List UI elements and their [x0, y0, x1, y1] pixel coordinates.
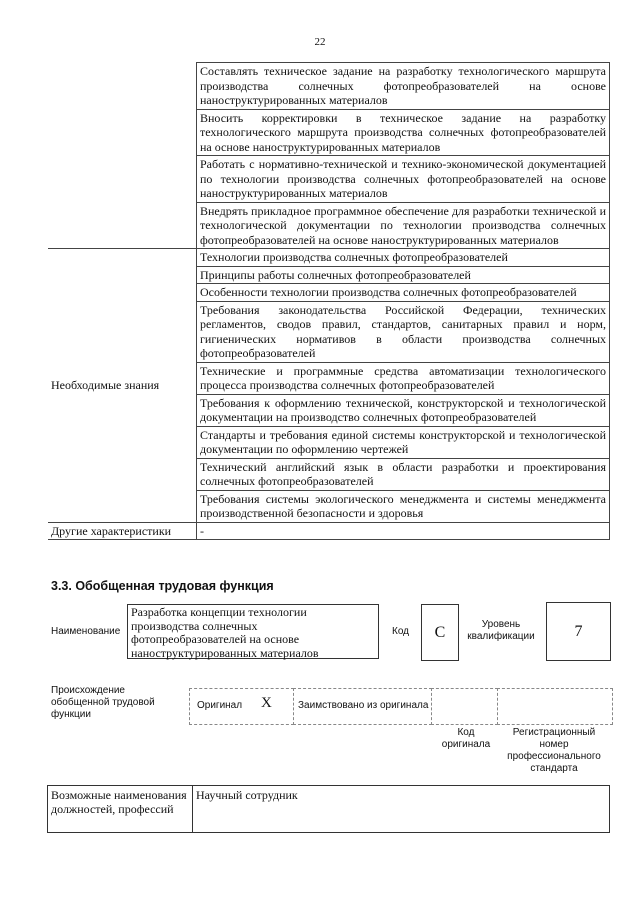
skill-row: Работать с нормативно-технической и технико-экономической документацией по технологии производства солнечных фотопреобразователей на основе наноструктурированных материалов	[197, 156, 610, 203]
original-label: Оригинал	[197, 700, 243, 711]
knowledge-label: Необходимые знания	[48, 249, 197, 523]
level-label: Уровень квалификации	[467, 619, 535, 642]
borrowed-label: Заимствовано из оригинала	[298, 700, 429, 711]
function-name: Разработка концепции технологии производства солнечных фотопреобразователей на основе наноструктурированных материалов	[127, 604, 379, 659]
knowledge-row: Технологии производства солнечных фотопреобразователей	[197, 249, 610, 267]
function-code: C	[421, 604, 459, 661]
knowledge-row: Особенности технологии производства солнечных фотопреобразователей	[197, 284, 610, 302]
other-label: Другие характеристики	[48, 522, 197, 540]
knowledge-row: Технические и программные средства автоматизации технологического процесса производства солнечных фотопреобразователей	[197, 362, 610, 394]
origin-label: Происхождение обобщенной трудовой функции	[51, 685, 155, 720]
original-code-cell	[431, 688, 498, 725]
other-value: -	[197, 522, 610, 540]
knowledge-row: Стандарты и требования единой системы конструкторской и технологической документации по оформлению чертежей	[197, 426, 610, 458]
positions-label: Возможные наименования должностей, профессий	[48, 786, 193, 833]
origin-row	[189, 688, 611, 723]
name-label: Наименование	[51, 626, 121, 637]
skill-row: Внедрять прикладное программное обеспечение для разработки технической и технологической документации по технологии производства солнечных фотопреобразователей на основе наноструктурированных материалов	[197, 202, 610, 249]
knowledge-row: Принципы работы солнечных фотопреобразователей	[197, 266, 610, 284]
skills-table	[48, 62, 610, 540]
qualification-level: 7	[546, 602, 611, 661]
positions-value: Научный сотрудник	[193, 786, 610, 833]
skill-row: Вносить корректировки в техническое задание на разработку технологического маршрута производства солнечных фотопреобразователей на основе наноструктурированных материалов	[197, 109, 610, 156]
original-mark: X	[261, 695, 272, 711]
code-caption: Код оригинала	[441, 727, 491, 750]
reg-caption: Регистрационный номер профессионального стандарта	[507, 727, 601, 774]
code-label: Код	[392, 626, 410, 637]
knowledge-row: Требования законодательства Российской Федерации, технических регламентов, сводов правил, стандартов, санитарных правил и норм, гигиенических нормативов в области производства солнечных фотопреобразователей	[197, 301, 610, 362]
skill-row: Составлять техническое задание на разработку технологического маршрута производства солнечных фотопреобразователей на основе наноструктурированных материалов	[197, 63, 610, 110]
knowledge-row: Требования к оформлению технической, конструкторской и технологической документации на производство солнечных фотопреобразователей	[197, 394, 610, 426]
page-number: 22	[314, 36, 326, 48]
positions-table	[47, 785, 610, 833]
section-title: 3.3. Обобщенная трудовая функция	[51, 579, 274, 593]
knowledge-row: Требования системы экологического менеджмента и системы менеджмента производственной безопасности и здоровья	[197, 490, 610, 522]
knowledge-row: Технический английский язык в области разработки и проектирования солнечных фотопреобразователей	[197, 458, 610, 490]
reg-number-cell	[497, 688, 613, 725]
